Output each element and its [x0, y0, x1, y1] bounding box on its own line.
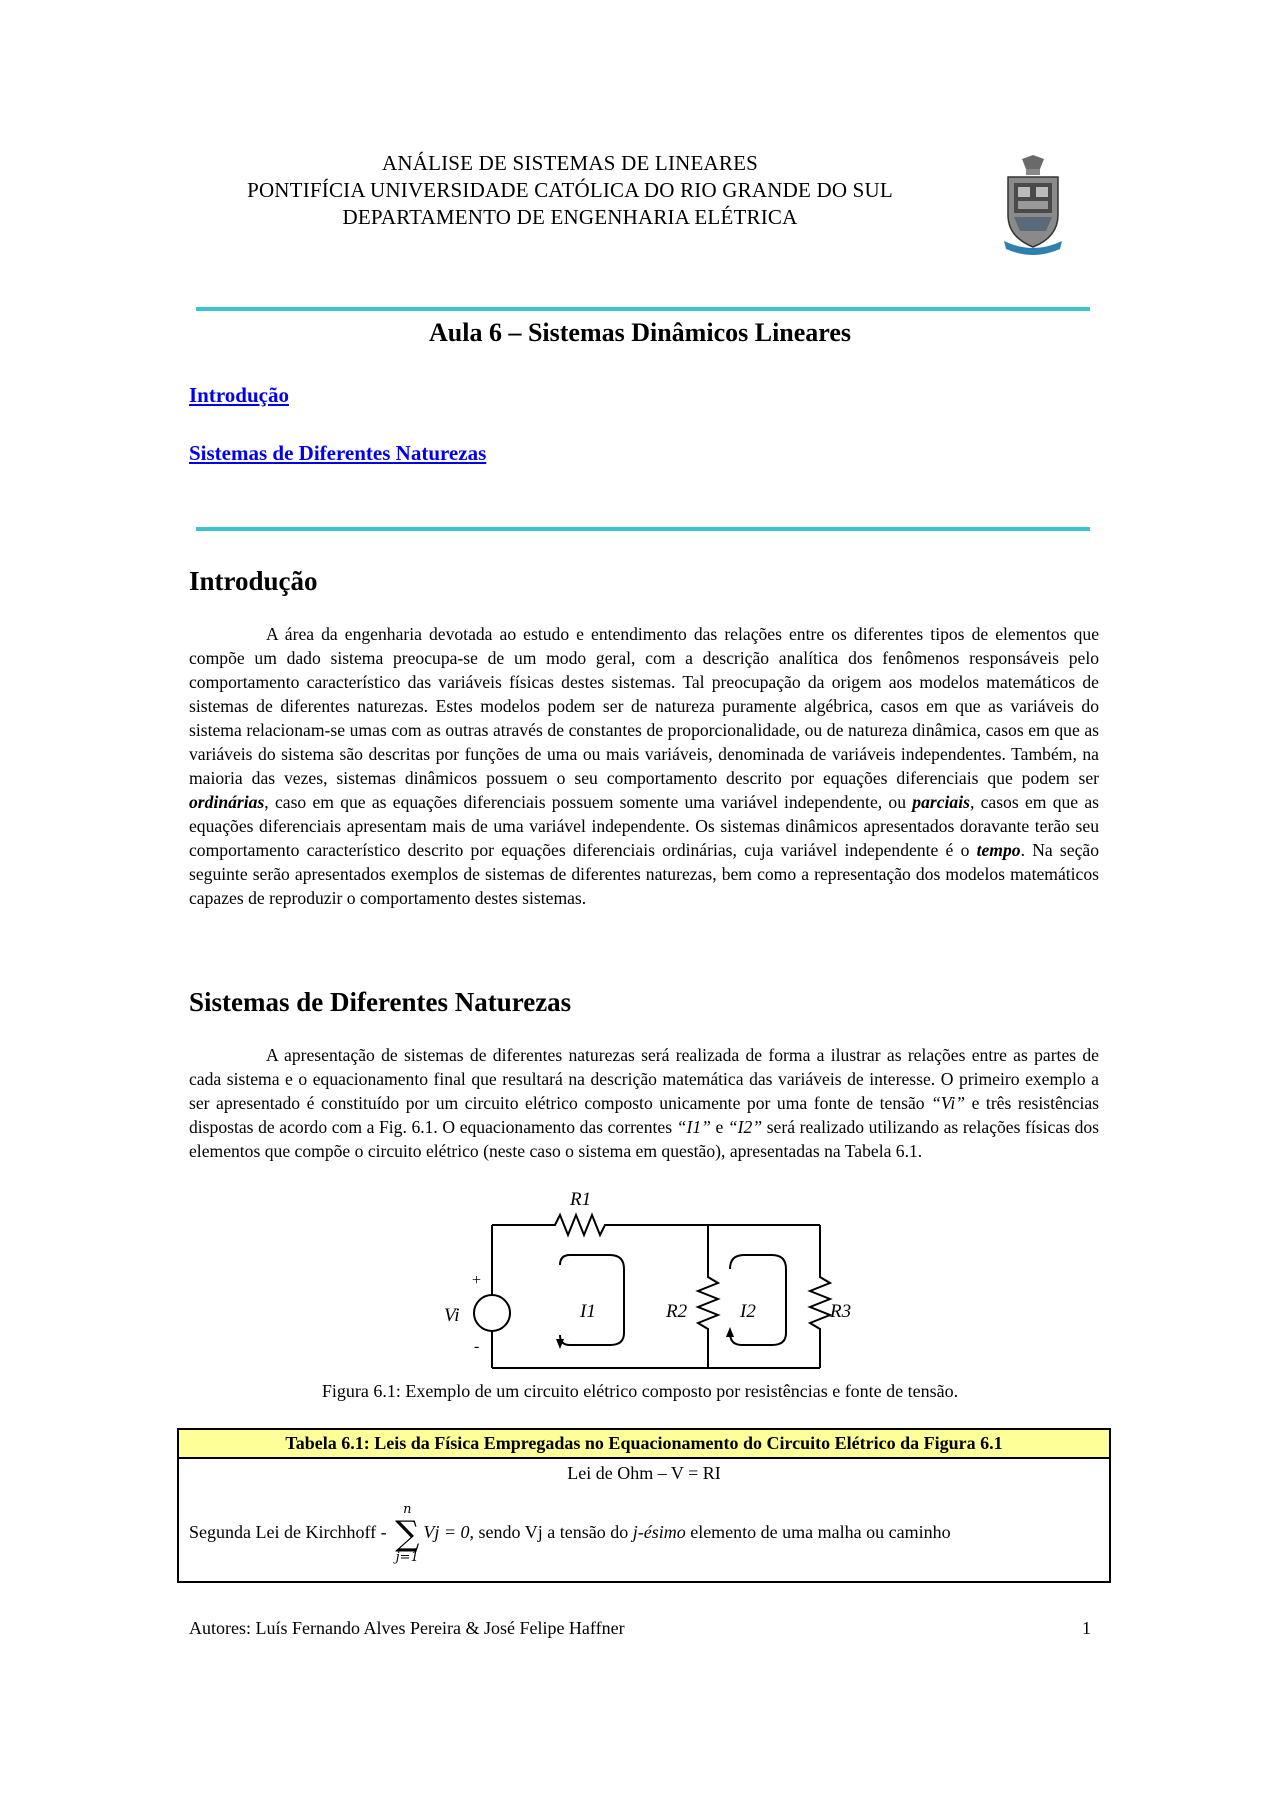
section-heading-sistemas: Sistemas de Diferentes Naturezas: [189, 987, 572, 1017]
toc-link-sistemas[interactable]: Sistemas de Diferentes Naturezas: [189, 441, 487, 465]
label-r2: R2: [666, 1301, 688, 1322]
sum-lower-limit: j=1: [395, 1550, 419, 1565]
toc-link-introducao[interactable]: Introdução: [189, 383, 289, 407]
label-r1: R1: [570, 1189, 592, 1210]
figure-caption: Figura 6.1: Exemplo de um circuito elétrico composto por resistências e fonte de tensão.: [321, 1381, 959, 1401]
header-course: ANÁLISE DE SISTEMAS DE LINEARES: [381, 151, 759, 175]
label-plus: +: [472, 1272, 482, 1289]
university-crest-icon: [1000, 155, 1066, 261]
section-heading-introducao: Introdução: [189, 566, 318, 596]
page-title: Aula 6 – Sistemas Dinâmicos Lineares: [428, 318, 852, 347]
kirchhoff-law-row: [178, 1487, 1110, 1582]
label-minus: -: [474, 1338, 480, 1355]
summation-symbol: n ∑ j=1: [395, 1502, 420, 1565]
label-i2: I2: [740, 1301, 756, 1322]
kirchhoff-suffix-b: elemento de uma malha ou caminho: [685, 1522, 951, 1543]
table-title: Tabela 6.1: Leis da Física Empregadas no Equacionamento do Circuito Elétrico da Figura 6.1: [178, 1429, 1110, 1458]
document-header: [170, 150, 970, 231]
sum-upper-limit: n: [403, 1502, 412, 1517]
header-department: DEPARTAMENTO DE ENGENHARIA ELÉTRICA: [342, 205, 798, 229]
systems-paragraph: A apresentação de sistemas de diferentes naturezas será realizada de forma a ilustrar as relações entre as partes de cada sistema e o equacionamento final que resultará na descrição matemática das variáveis de interesse. O primeiro exemplo a ser apresentado é constituído por um circuito elétrico composto unicamente por uma fonte de tensão “Vi” e três resistências dispostas de acordo com a Fig. 6.1. O equacionamento das correntes “I1” e “I2” será realizado utilizando as relações físicas dos elementos que compõe o circuito elétrico (neste caso o sistema em questão), apresentadas na Tabela 6.1.: [189, 1045, 1100, 1161]
kirchhoff-prefix: Segunda Lei de Kirchhoff -: [189, 1522, 387, 1543]
footer-authors: Autores: Luís Fernando Alves Pereira & José Felipe Haffner: [189, 1618, 625, 1638]
physics-laws-table: [177, 1428, 1111, 1583]
label-i1: I1: [580, 1301, 596, 1322]
kirchhoff-em: j-ésimo: [632, 1522, 686, 1543]
label-r3: R3: [830, 1301, 852, 1322]
label-vi: Vi: [444, 1305, 460, 1326]
intro-paragraph: A área da engenharia devotada ao estudo e entendimento das relações entre os diferentes tipos de elementos que compõe um dado sistema preocupa-se de um modo geral, com a descrição analítica dos fenômenos responsáveis pelo comportamento característico das variáveis físicas destes sistemas. Tal preocupação da origem aos modelos matemáticos de sistemas de diferentes naturezas. Estes modelos podem ser de natureza puramente algébrica, casos em que as variáveis do sistema relacionam-se umas com as outras através de constantes de proporcionalidade, ou de natureza dinâmica, casos em que as variáveis do sistema são descritas por funções de uma ou mais variáveis, denominada de variáveis independentes. Também, na maioria das vezes, sistemas dinâmicos possuem o seu comportamento descrito por equações diferenciais que podem ser ordinárias, caso em que as equações diferenciais possuem somente uma variável independente, ou parciais, casos em que as equações diferenciais apresentam mais de uma variável independente. Os sistemas dinâmicos apresentados doravante terão seu comportamento característico descrito por equações diferenciais ordinárias, cuja variável independente é o tempo. Na seção seguinte serão apresentados exemplos de sistemas de diferentes naturezas, bem como a representação dos modelos matemáticos capazes de reproduzir o comportamento destes sistemas.: [189, 624, 1100, 908]
page-number: 1: [1082, 1618, 1091, 1638]
kirchhoff-suffix-a: , sendo Vj a tensão do: [469, 1522, 633, 1543]
top-divider: [196, 307, 1090, 311]
header-university: PONTIFÍCIA UNIVERSIDADE CATÓLICA DO RIO GRANDE DO SUL: [247, 178, 893, 202]
circuit-diagram: [420, 1185, 880, 1380]
i2-arrow-icon: [726, 1327, 734, 1337]
sum-term: Vj = 0: [423, 1522, 470, 1543]
toc-divider: [196, 527, 1090, 531]
ohm-law-row: Lei de Ohm – V = RI: [567, 1462, 721, 1483]
